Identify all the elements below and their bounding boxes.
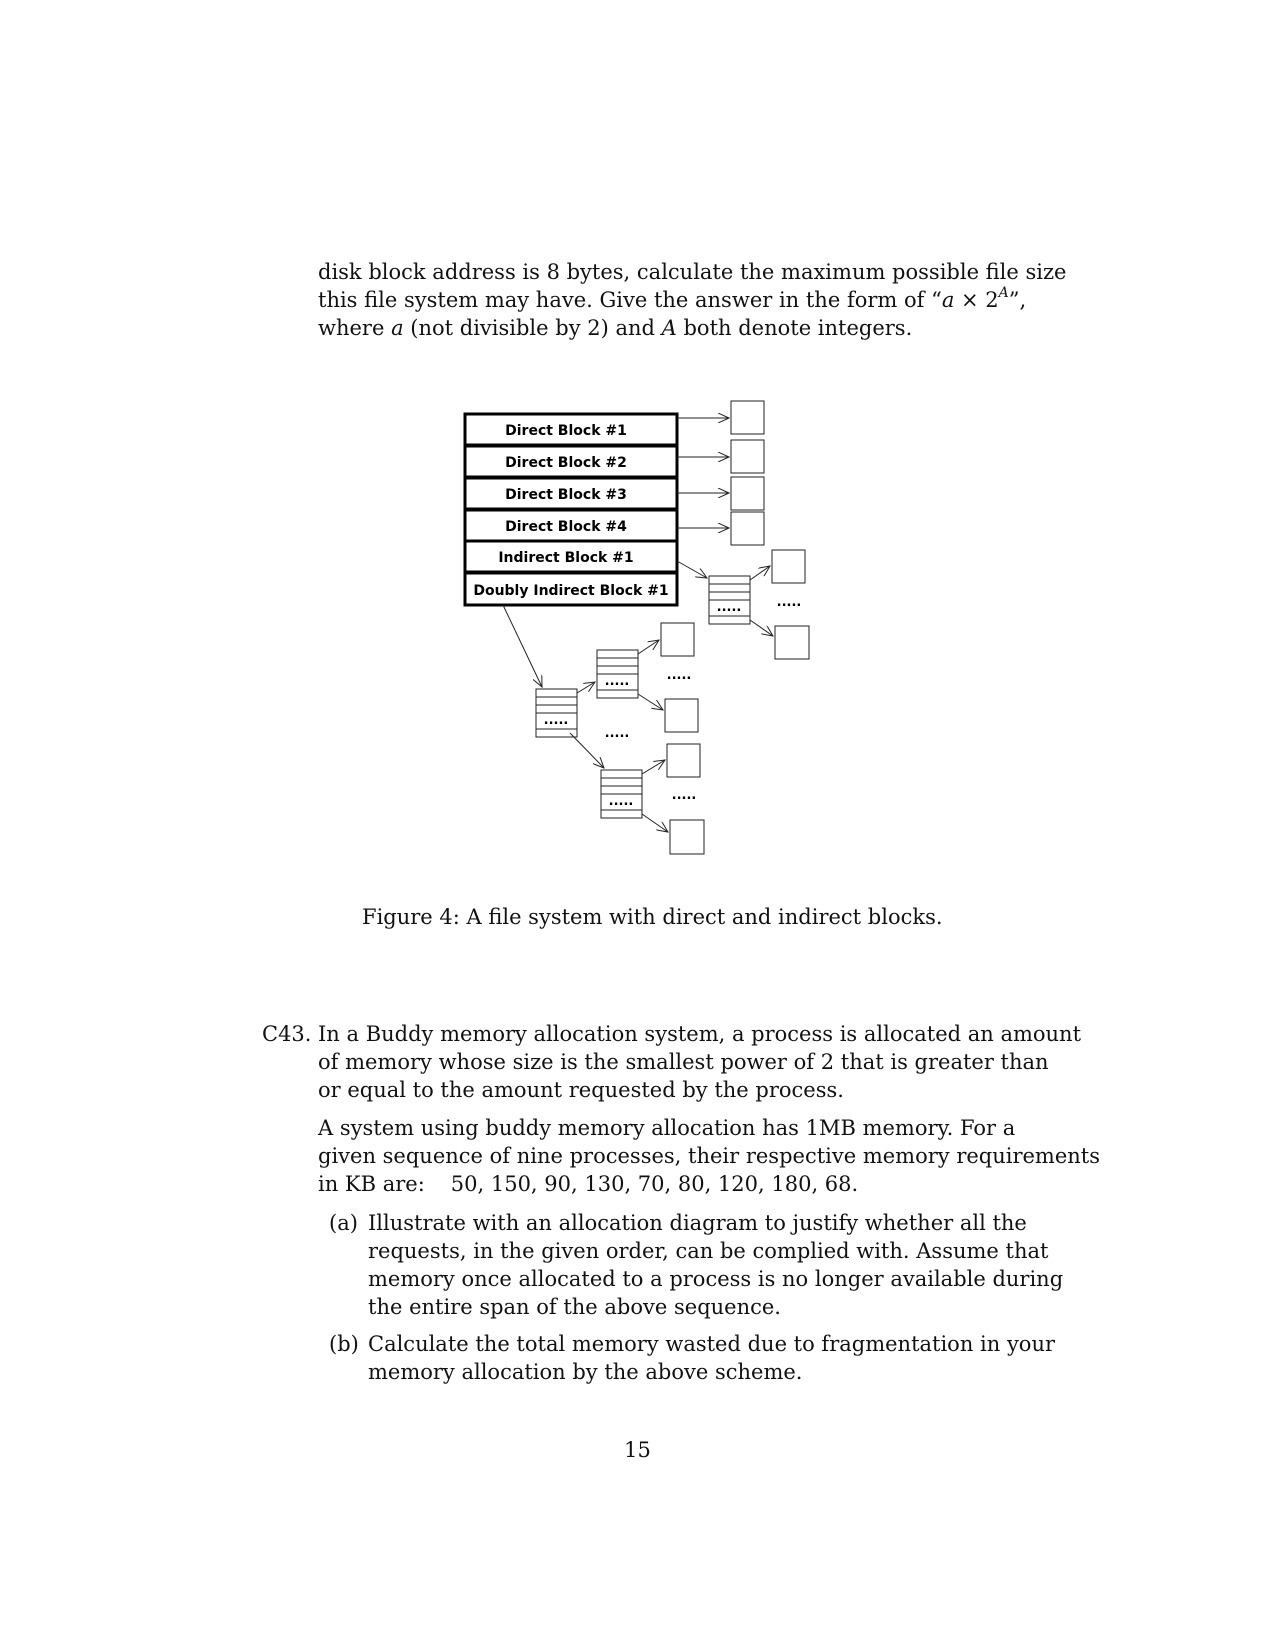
question-p1-line-1: In a Buddy memory allocation system, a process is allocated an amount <box>318 1022 1082 1046</box>
direct-data-blocks <box>677 401 764 545</box>
question-p1-line-2: of memory whose size is the smallest power of 2 that is greater than <box>318 1050 1049 1074</box>
direct-block-4-label: Direct Block #4 <box>505 519 627 535</box>
data-block <box>670 820 704 854</box>
intro-line-1: disk block address is 8 bytes, calculate the maximum possible file size <box>318 260 1067 284</box>
question-paragraph-1 <box>318 1020 1082 1104</box>
ellipsis: ..... <box>666 668 692 683</box>
question-p2-line-1: A system using buddy memory allocation has 1MB memory. For a <box>318 1116 1016 1140</box>
data-block <box>731 512 764 545</box>
direct-block-1-label: Direct Block #1 <box>505 423 627 439</box>
doubly-indirect-block-1-label: Doubly Indirect Block #1 <box>473 583 669 599</box>
inode-table <box>465 414 677 605</box>
figure-caption: Figure 4: A file system with direct and indirect blocks. <box>362 905 943 929</box>
data-block <box>772 550 805 583</box>
question-number: C43. <box>262 1022 312 1046</box>
data-block <box>731 401 764 434</box>
ellipsis: ..... <box>604 674 630 689</box>
data-block <box>731 440 764 473</box>
data-block <box>731 477 764 510</box>
question-p1-line-3: or equal to the amount requested by the process. <box>318 1078 844 1102</box>
direct-block-2-label: Direct Block #2 <box>505 455 627 471</box>
ellipsis: ..... <box>604 726 630 741</box>
ellipsis: ..... <box>776 595 802 610</box>
indirect-block-1-label: Indirect Block #1 <box>498 550 634 566</box>
part-b-label: (b) <box>329 1332 359 1356</box>
data-block <box>775 626 809 659</box>
question-p2-line-3: in KB are: 50, 150, 90, 130, 70, 80, 120, 180, 68. <box>318 1172 859 1196</box>
ellipsis: ..... <box>671 788 697 803</box>
page-number: 15 <box>624 1438 651 1462</box>
question-paragraph-2 <box>318 1114 1101 1198</box>
data-block <box>665 699 698 732</box>
part-a-label: (a) <box>329 1211 358 1235</box>
intro-line-2: this file system may have. Give the answer in the form of “$a \times 2^A$”, <box>318 285 1027 312</box>
intro-line-3: where a (not divisible by 2) and A both denote integers. <box>318 316 913 340</box>
ellipsis: ..... <box>608 794 634 809</box>
part-a-text: Illustrate with an allocation diagram to justify whether all the requests, in the given order, can be complied with. Assume that memory once allocated to a process is no longer available during the entire span of the above sequence. <box>368 1211 1064 1319</box>
question-p2-line-2: given sequence of nine processes, their respective memory requirements <box>318 1144 1101 1168</box>
ellipsis: ..... <box>543 713 569 728</box>
direct-block-3-label: Direct Block #3 <box>505 487 627 503</box>
data-block <box>667 744 700 777</box>
part-b-text: Calculate the total memory wasted due to fragmentation in your memory allocation by the above scheme. <box>368 1332 1056 1384</box>
data-block <box>661 623 694 656</box>
ellipsis: ..... <box>716 600 742 615</box>
